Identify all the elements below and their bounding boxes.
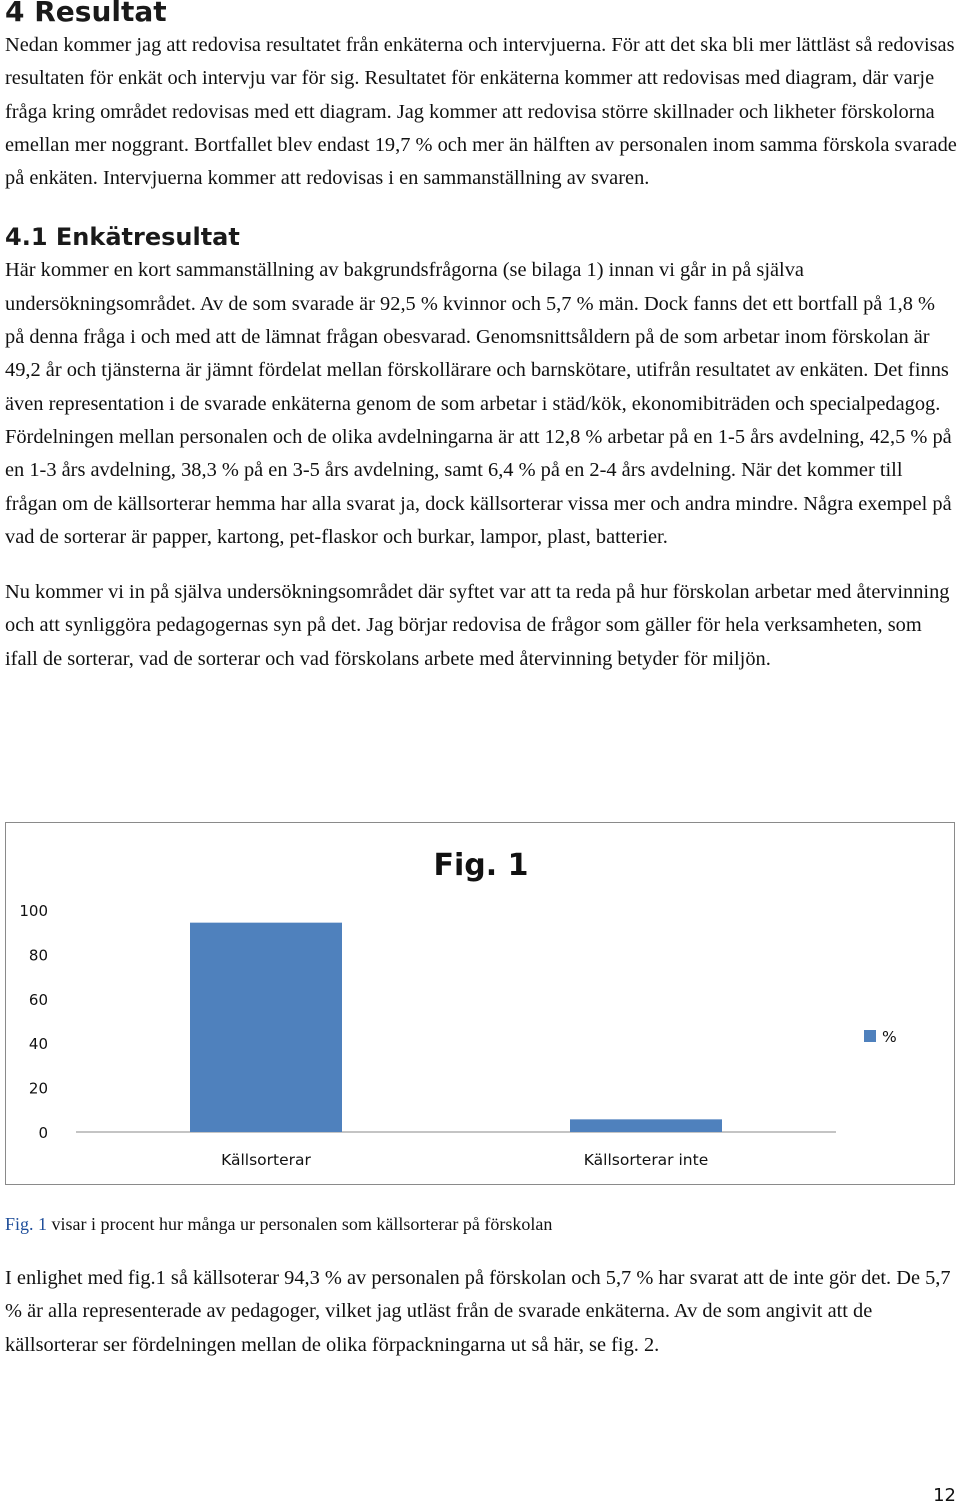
chart-svg <box>6 823 954 1184</box>
legend-label: % <box>882 1028 897 1046</box>
y-tick-label-4: 80 <box>28 946 48 965</box>
bar-chart <box>5 822 955 1185</box>
subsection-title: 4.1 Enkätresultat <box>5 223 240 252</box>
caption-lead: Fig. 1 <box>5 1214 48 1234</box>
y-tick-label-0: 0 <box>38 1124 48 1142</box>
y-tick-label-5: 100 <box>19 902 48 920</box>
survey-paragraph: Nu kommer vi in på själva undersökningsområdet där syftet var att ta reda på hur förskolan arbetar med återvinning och att synliggöra pedagogernas syn på det. Jag börjar redovisa de frågor som gäller för hela verksamheten, som ifall de sorterar, vad de sorterar och vad förskolans arbete med återvinning betyder för miljön. <box>5 581 950 670</box>
section-title: 4 Resultat <box>5 0 167 28</box>
intro-paragraph: Nedan kommer jag att redovisa resultatet från enkäterna och intervjuerna. För att det ska bli mer lättläst så redovisas resultaten för enkät och intervju var för sig. Resultatet för enkäterna kommer att redovisas med diagram, där varje fråga kring området redovisas med ett diagram. Jag kommer att redovisa större skillnader och likheter förskolorna emellan mer noggrant. Bortfallet blev endast 19,7 % och mer än hälften av personalen inom samma förskola svarade på enkäten. Intervjuerna kommer att redovisas i en sammanställning av svaren. <box>5 34 957 190</box>
y-tick-label-1: 20 <box>28 1079 48 1098</box>
y-tick-label-3: 60 <box>28 990 48 1009</box>
bar-1 <box>570 1119 722 1132</box>
bar-0 <box>190 923 342 1132</box>
legend-swatch <box>864 1030 876 1042</box>
caption-text: visar i procent hur många ur personalen som källsorterar på förskolan <box>47 1214 553 1234</box>
conclusion-paragraph: I enlighet med fig.1 så källsoterar 94,3 % av personalen på förskolan och 5,7 % har svarat att de inte gör det. De 5,7 % är alla representerade av pedagoger, vilket jag utläst från de svarade enkäterna. Av de som angivit att de källsorterar ser fördelningen mellan de olika förpackningarna ut så här, se fig. 2. <box>5 1267 951 1356</box>
document-page <box>5 0 957 676</box>
y-tick-label-2: 40 <box>28 1035 48 1054</box>
chart-title: Fig. 1 <box>433 848 529 883</box>
x-category-label-0: Källsorterar <box>221 1151 311 1169</box>
background-paragraph: Här kommer en kort sammanställning av bakgrundsfrågorna (se bilaga 1) innan vi går in på själva undersökningsområdet. Av de som svarade är 92,5 % kvinnor och 5,7 % män. Dock fanns det ett bortfall på 1,8 % på denna fråga i och med att de lämnat frågan obesvarad. Genomsnittsåldern på de som arbetar inom förskolan är 49,2 år och tjänsterna är jämnt fördelat mellan förskollärare och barnskötare, utifrån resultatet av enkäten. Det finns även representation i de svarade enkäterna genom de som arbetar i städ/kök, ekonomibiträden och specialpedagog. Fördelningen mellan personalen och de olika avdelningarna är att 12,8 % arbetar på en 1-5 års avdelning, 42,5 % på en 1-3 års avdelning, 38,3 % på en 3-5 års avdelning, samt 6,4 % på en 2-4 års avdelning. När det kommer till frågan om de källsorterar hemma har alla svarat ja, dock källsorterar vissa mer och andra mindre. Några exempel på vad de sorterar är papper, kartong, pet-flaskor och burkar, lampor, plast, batterier. <box>5 259 952 548</box>
figure-caption <box>5 1212 552 1236</box>
page-number: 12 <box>933 1485 956 1506</box>
x-category-label-1: Källsorterar inte <box>583 1151 709 1169</box>
